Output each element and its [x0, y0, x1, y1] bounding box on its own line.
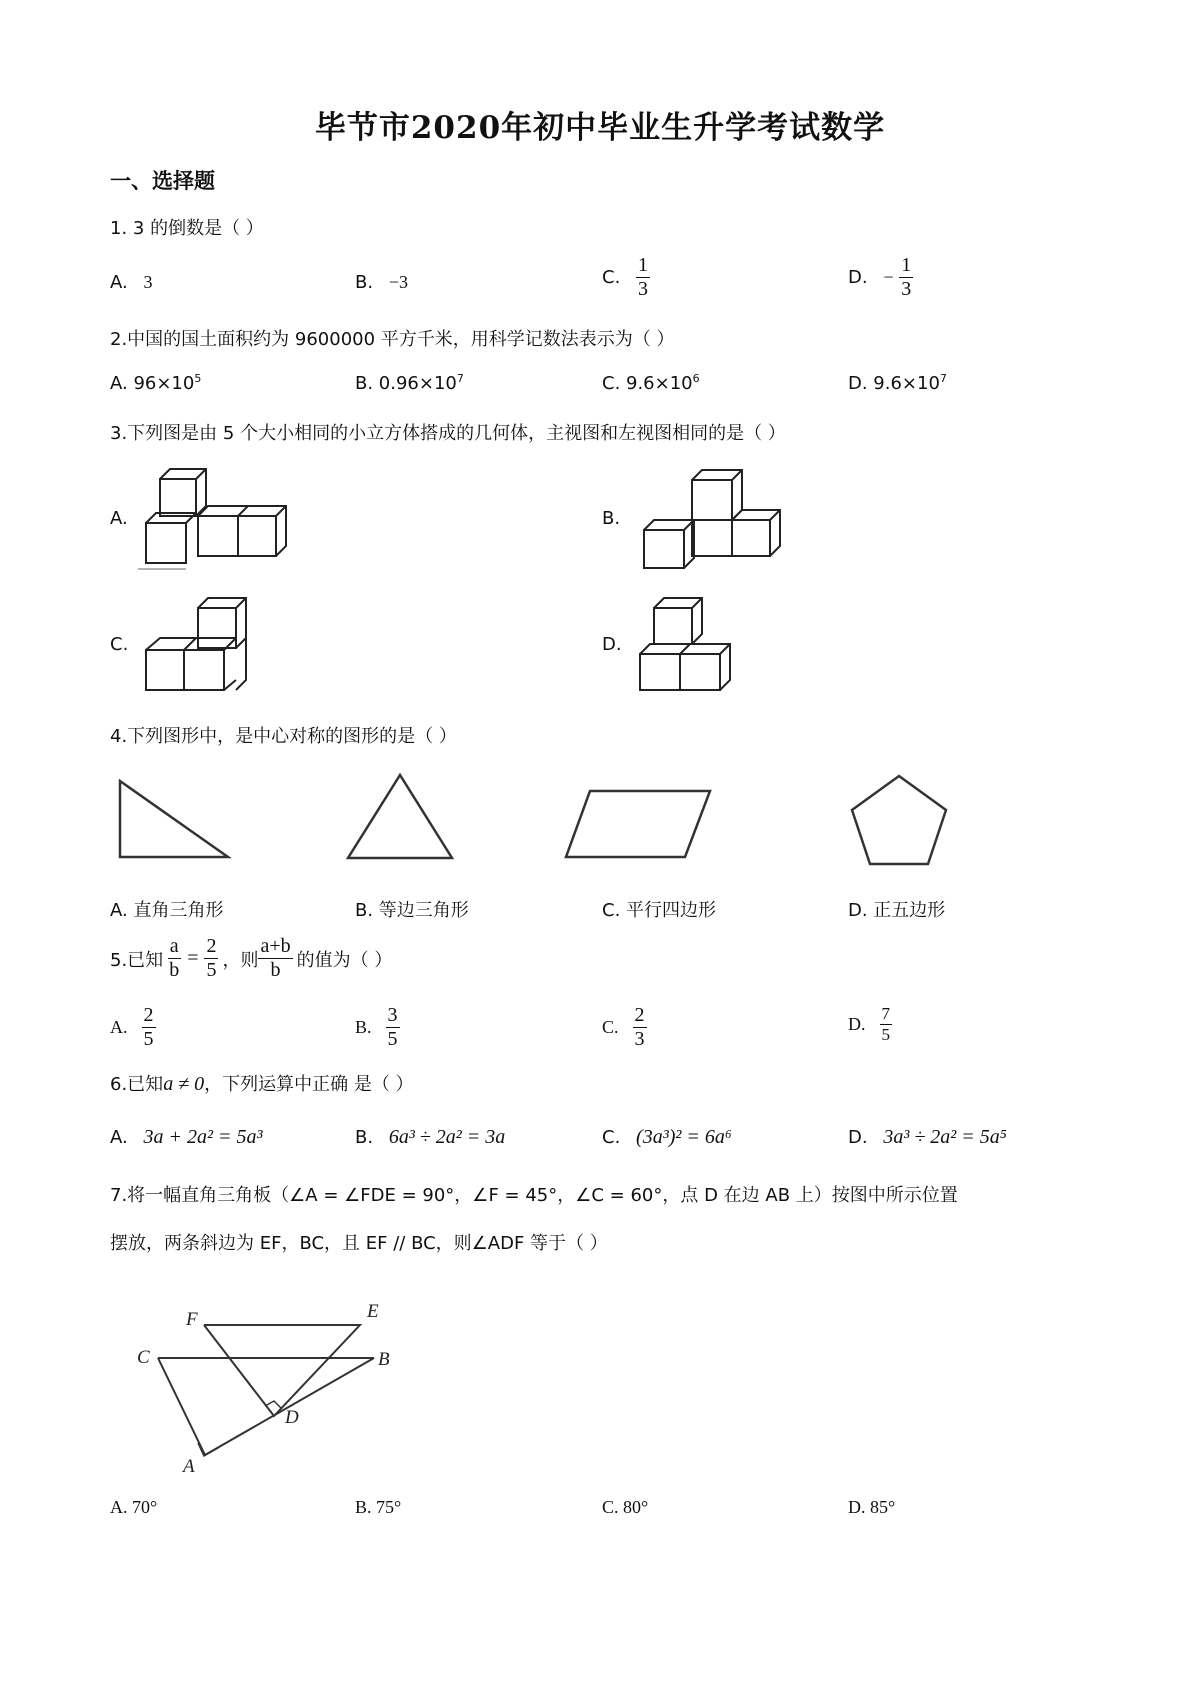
fraction: [258, 935, 292, 982]
fraction-denominator: 3: [634, 1028, 645, 1050]
cube-figure-a: [138, 465, 298, 575]
option-text: C. 9.6×10: [602, 373, 693, 394]
fraction: [142, 1004, 156, 1051]
q7-option-a[interactable]: A. 70°: [110, 1497, 158, 1517]
fraction-denominator: b: [270, 959, 281, 981]
cube-figure-d: [632, 590, 762, 700]
q5-option-b[interactable]: [355, 1004, 400, 1051]
q2-option-b[interactable]: [355, 372, 464, 394]
point-label-e: E: [367, 1301, 379, 1322]
fraction-denominator: 5: [143, 1028, 154, 1050]
cube-figure-b: [632, 465, 792, 575]
fraction-numerator: 2: [206, 935, 217, 957]
fraction: [899, 254, 913, 301]
fraction: [204, 935, 218, 982]
fraction-denominator: 5: [206, 959, 217, 981]
parallelogram-shape: [560, 785, 720, 865]
q4-option-a[interactable]: A. 直角三角形: [110, 900, 224, 921]
option-label: A.: [110, 1127, 128, 1148]
fraction-numerator: 1: [901, 254, 912, 276]
regular-pentagon-shape: [845, 770, 955, 870]
point-label-c: C: [137, 1347, 150, 1368]
option-label: C.: [602, 267, 621, 288]
option-label: C.: [602, 1127, 621, 1148]
stem-text: ，下列运算中正确 是（ ）: [204, 1074, 414, 1095]
exponent: 7: [939, 372, 947, 385]
option-text: D. 9.6×10: [848, 373, 940, 394]
question-1-stem: 1. 3 的倒数是（ ）: [110, 218, 264, 239]
fraction: [167, 935, 181, 982]
question-3-stem: 3.下列图是由 5 个大小相同的小立方体搭成的几何体，主视图和左视图相同的是（ ）: [110, 423, 786, 444]
option-label: D.: [848, 1013, 866, 1034]
fraction: [633, 1004, 647, 1051]
exponent: 6: [692, 372, 700, 385]
point-label-f: F: [186, 1309, 198, 1330]
q2-option-d[interactable]: [848, 372, 947, 394]
stem-text: 5.已知: [110, 949, 164, 971]
option-expression: 3a + 2a² = 5a³: [143, 1126, 263, 1148]
option-label: D.: [848, 267, 868, 288]
q6-option-a[interactable]: [110, 1126, 262, 1149]
option-expression: 3a³ ÷ 2a² = 5a⁵: [883, 1126, 1007, 1148]
q7-option-d[interactable]: D. 85°: [848, 1497, 896, 1517]
q4-option-b[interactable]: B. 等边三角形: [355, 900, 469, 921]
right-triangle-shape: [110, 775, 240, 865]
option-label: A.: [110, 1017, 128, 1037]
equilateral-triangle-shape: [340, 770, 460, 870]
fraction-denominator: 5: [881, 1024, 890, 1044]
q5-option-a[interactable]: [110, 1004, 156, 1051]
q2-option-c[interactable]: [602, 372, 700, 394]
point-label-d: D: [285, 1407, 299, 1428]
fraction-numerator: 2: [634, 1004, 645, 1026]
option-value: 3: [143, 272, 153, 292]
option-label: A.: [110, 272, 128, 293]
q1-option-d[interactable]: [848, 254, 913, 301]
q1-option-a[interactable]: [110, 272, 152, 293]
option-expression: 6a³ ÷ 2a² = 3a: [388, 1126, 506, 1148]
q6-option-b[interactable]: [355, 1126, 505, 1149]
minus-sign: −: [883, 267, 894, 287]
fraction-denominator: b: [169, 959, 180, 981]
stem-text: ，则: [222, 949, 259, 971]
q3-option-b-label[interactable]: B.: [602, 508, 621, 529]
exponent: 5: [194, 372, 202, 385]
q4-option-c[interactable]: C. 平行四边形: [602, 900, 717, 921]
triangle-boards-diagram: [125, 1295, 405, 1480]
fraction-numerator: a+b: [260, 935, 291, 957]
q3-option-c-label[interactable]: C.: [110, 634, 129, 655]
stem-text: 的值为（ ）: [296, 949, 393, 971]
point-label-a: A: [183, 1456, 195, 1477]
question-7-stem-line-1: 7.将一幅直角三角板（∠A = ∠FDE = 90°，∠F = 45°，∠C = 60°，点 D 在边 AB 上）按图中所示位置: [110, 1185, 958, 1206]
question-2-stem: 2.中国的国土面积约为 9600000 平方千米，用科学记数法表示为（ ）: [110, 329, 675, 350]
option-label: B.: [355, 1017, 372, 1037]
fraction-numerator: 3: [387, 1004, 398, 1026]
question-7-stem-line-2: 摆放，两条斜边为 EF，BC，且 EF // BC，则∠ADF 等于（ ）: [110, 1233, 608, 1254]
q1-option-c[interactable]: [602, 254, 650, 301]
fraction-numerator: 1: [638, 254, 649, 276]
q6-option-d[interactable]: [848, 1126, 1007, 1149]
equals-sign: =: [187, 947, 199, 969]
q6-option-c[interactable]: [602, 1126, 732, 1149]
question-4-stem: 4.下列图形中，是中心对称的图形的是（ ）: [110, 726, 457, 747]
option-value: −3: [388, 272, 408, 292]
option-label: D.: [848, 1127, 868, 1148]
option-label: B.: [355, 1127, 374, 1148]
fraction: [636, 254, 650, 301]
q2-option-a[interactable]: [110, 372, 201, 394]
fraction-denominator: 5: [387, 1028, 398, 1050]
condition: a ≠ 0: [163, 1073, 205, 1095]
option-expression: (3a³)² = 6a⁶: [636, 1126, 732, 1148]
fraction-denominator: 3: [638, 278, 649, 300]
option-text: A. 96×10: [110, 373, 195, 394]
q1-option-b[interactable]: [355, 272, 408, 293]
q5-option-d[interactable]: [848, 1004, 892, 1044]
exponent: 7: [456, 372, 464, 385]
section-heading: 一、选择题: [110, 169, 215, 193]
option-label: C.: [602, 1017, 619, 1037]
stem-text: 6.已知: [110, 1074, 164, 1095]
q3-option-a-label[interactable]: A.: [110, 508, 128, 529]
q5-option-c[interactable]: [602, 1004, 647, 1051]
fraction-numerator: 7: [881, 1004, 890, 1023]
exam-title: 毕节市2020年初中毕业生升学考试数学: [314, 110, 886, 146]
question-5-stem: [110, 935, 392, 982]
point-label-b: B: [378, 1349, 390, 1370]
q7-option-b[interactable]: B. 75°: [355, 1497, 402, 1517]
fraction: [880, 1004, 893, 1044]
fraction-denominator: 3: [901, 278, 912, 300]
cube-figure-c: [138, 590, 268, 700]
option-label: B.: [355, 272, 374, 293]
option-text: B. 0.96×10: [355, 373, 457, 394]
q4-option-d[interactable]: D. 正五边形: [848, 900, 946, 921]
question-6-stem: [110, 1070, 414, 1096]
q3-option-d-label[interactable]: D.: [602, 634, 622, 655]
fraction: [386, 1004, 400, 1051]
fraction-numerator: a: [169, 935, 179, 957]
q7-option-c[interactable]: C. 80°: [602, 1497, 649, 1517]
fraction-numerator: 2: [143, 1004, 154, 1026]
